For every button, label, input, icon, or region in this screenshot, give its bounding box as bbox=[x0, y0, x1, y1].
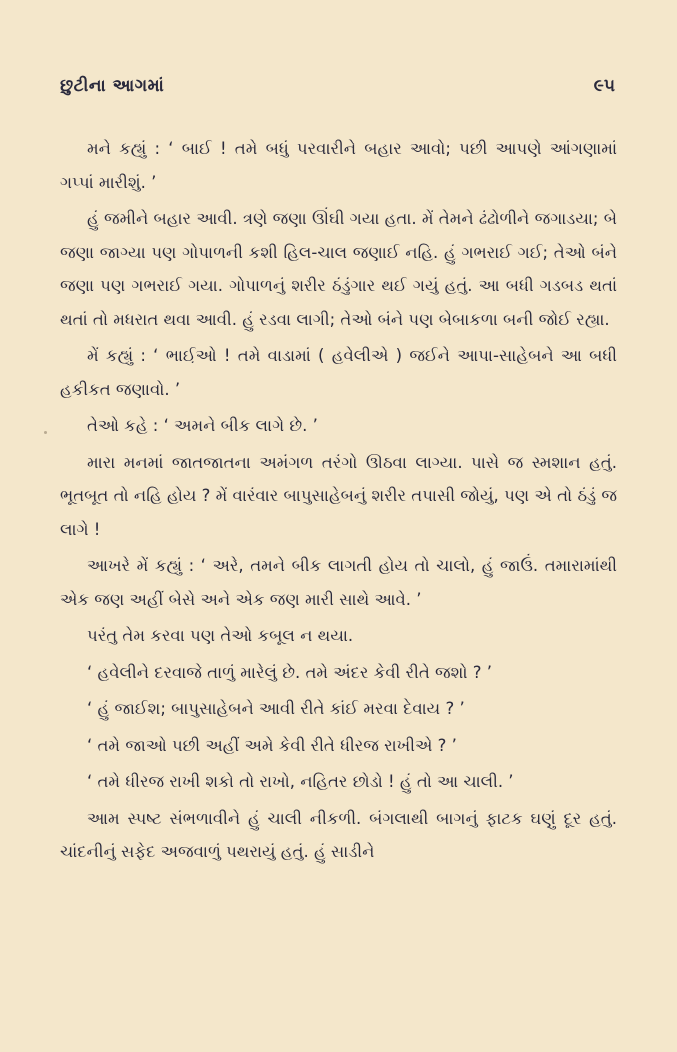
paragraph: પરંતુ તેમ કરવા પણ તેઓ કબૂલ ન થયા. bbox=[87, 626, 354, 645]
paragraph: હું જમીને બહાર આવી. ત્રણે જણા ઊંઘી ગયા હતા. મેં તેમને ઢંઢોળીને જગાડયા; બે જણા જાગ્યા પણ ગોપાળની કશી હિલ-ચાલ જણાઈ નહિ. હું ગભરાઈ ગઈ; તેઓ બંને જણા પણ ગભરાઈ ગયા. ગોપાળનું શરીર ઠંડુંગાર થઈ ગયું હતું. આ બધી ગડબડ થતાં થતાં તો મધરાત થવા આવી. હું રડવા લાગી; તેઓ બંને પણ બેબાકળા બની જોઈ રહ્યા. bbox=[60, 209, 617, 329]
body-text bbox=[60, 132, 617, 869]
paragraph: આખરે મેં કહ્યું : ‘ અરે, તમને બીક લાગતી હોય તો ચાલો, હું જાઉં. તમારામાંથી એક જણ અહીં બેસે અને એક જણ મારી સાથે આવે. ’ bbox=[60, 556, 617, 609]
paragraph: આમ સ્પષ્ટ સંભળાવીને હું ચાલી નીકળી. બંગલાથી બાગનું ફાટક ઘણું દૂર હતું. ચાંદનીનું સફેદ અજવાળું પથરાયું હતું. હું સાડીને bbox=[60, 808, 617, 861]
running-title: છુટીના આગમાં bbox=[60, 76, 165, 96]
paper-speck bbox=[44, 431, 47, 434]
paragraph: ‘ તમે ધીરજ રાખી શકો તો રાખો, નહિતર છોડો ! હું તો આ ચાલી. ’ bbox=[87, 772, 514, 791]
paragraph: તેઓ કહે : ‘ અમને બીક લાગે છે. ’ bbox=[87, 416, 318, 435]
page-number: ૯૫ bbox=[593, 76, 615, 96]
paragraph: મને કહ્યું : ‘ બાઈ ! તમે બધું પરવારીને બહાર આવો; પછી આપણે આંગણામાં ગપ્પાં મારીશું. ’ bbox=[60, 139, 617, 192]
paragraph: ‘ હવેલીને દરવાજે તાળું મારેલું છે. તમે અંદર કેવી રીતે જશો ? ’ bbox=[87, 662, 492, 682]
paragraph: મારા મનમાં જાતજાતના અમંગળ તરંગો ઊઠવા લાગ્યા. પાસે જ સ્મશાન હતું. ભૂતબૂત તો નહિ હોય ? મેં વારંવાર બાપુસાહેબનું શરીર તપાસી જોયું, પણ એ તો ઠંડું જ લાગે ! bbox=[60, 452, 617, 539]
paragraph: ‘ તમે જાઓ પછી અહીં અમે કેવી રીતે ધીરજ રાખીએ ? ’ bbox=[87, 735, 457, 755]
running-head bbox=[60, 76, 617, 110]
paragraph: મેં કહ્યું : ‘ ભાઈ઼ઓ ! તમે વાડામાં ( હવેલીએ ) જઈને આપા-સાહેબને આ બધી હકીકત જણાવો. ’ bbox=[60, 346, 617, 399]
paragraph: ‘ હું જાઈશ; બાપુસાહેબને આવી રીતે કાંઈ મરવા દેવાય ? ’ bbox=[87, 699, 465, 718]
